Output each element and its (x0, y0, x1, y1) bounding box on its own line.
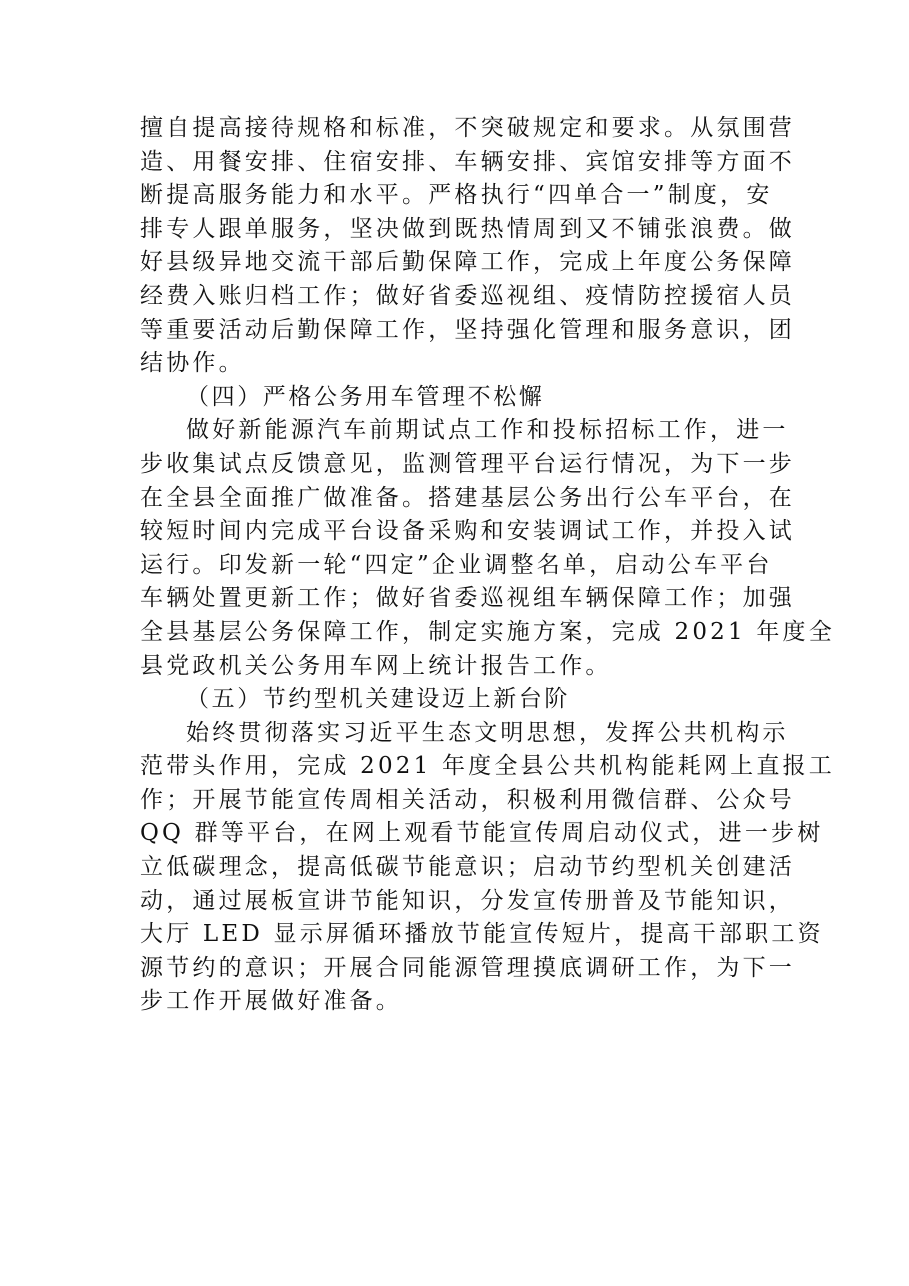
text-line: 较短时间内完成平台设备采购和安装调试工作，并投入试 (140, 518, 795, 545)
text-line: 做好新能源汽车前期试点工作和投标招标工作，进一 (186, 417, 789, 444)
text-line: 结协作。 (140, 350, 245, 377)
text-line: 动，通过展板宣讲节能知识，分发宣传册普及节能知识， (140, 887, 795, 914)
text-line: 县党政机关公务用车网上统计报告工作。 (140, 652, 612, 679)
text-line: 经费入账归档工作；做好省委巡视组、疫情防控援宿人员 (140, 282, 795, 309)
text-line: 等重要活动后勤保障工作，坚持强化管理和服务意识，团 (140, 316, 795, 343)
text-line: 在全县全面推广做准备。搭建基层公务出行公车平台，在 (140, 484, 795, 511)
text-line: 始终贯彻落实习近平生态文明思想，发挥公共机构示 (186, 719, 789, 746)
text-line: 步收集试点反馈意见，监测管理平台运行情况，为下一步 (140, 450, 795, 477)
document-body (140, 112, 835, 1019)
paragraph-logistics-support (140, 112, 795, 381)
text-line: 源节约的意识；开展合同能源管理摸底调研工作，为下一 (140, 954, 795, 981)
text-line: 排专人跟单服务，坚决做到既热情周到又不铺张浪费。做 (140, 215, 795, 242)
paragraph-energy-saving (140, 717, 835, 1019)
text-line: 大厅 LED 显示屏循环播放节能宣传短片，提高干部职工资 (140, 921, 824, 948)
text-line: 全县基层公务保障工作，制定实施方案，完成 2021 年度全 (140, 618, 835, 645)
text-line: 运行。印发新一轮“四定”企业调整名单，启动公车平台 (140, 551, 773, 578)
text-line: QQ 群等平台，在网上观看节能宣传周启动仪式，进一步树 (140, 820, 824, 847)
text-line: 擅自提高接待规格和标准，不突破规定和要求。从氛围营 (140, 115, 795, 141)
text-line: 范带头作用，完成 2021 年度全县公共机构能耗网上直报工 (140, 753, 835, 780)
text-line: 造、用餐安排、住宿安排、车辆安排、宾馆安排等方面不 (140, 148, 795, 175)
text-line: 断提高服务能力和水平。严格执行“四单合一”制度，安 (140, 182, 773, 209)
section-heading-4: （四）严格公务用车管理不松懈 (186, 383, 545, 410)
text-line: 立低碳理念，提高低碳节能意识；启动节约型机关创建活 (140, 854, 795, 881)
section-heading-5: （五）节约型机关建设迈上新台阶 (186, 686, 570, 713)
text-line: 车辆处置更新工作；做好省委巡视组车辆保障工作；加强 (140, 585, 795, 612)
text-line: 作；开展节能宣传周相关活动，积极利用微信群、公众号 (140, 786, 795, 813)
text-line: 好县级异地交流干部后勤保障工作，完成上年度公务保障 (140, 249, 795, 276)
text-line: 步工作开展做好准备。 (140, 988, 402, 1015)
paragraph-official-vehicles (140, 414, 835, 683)
